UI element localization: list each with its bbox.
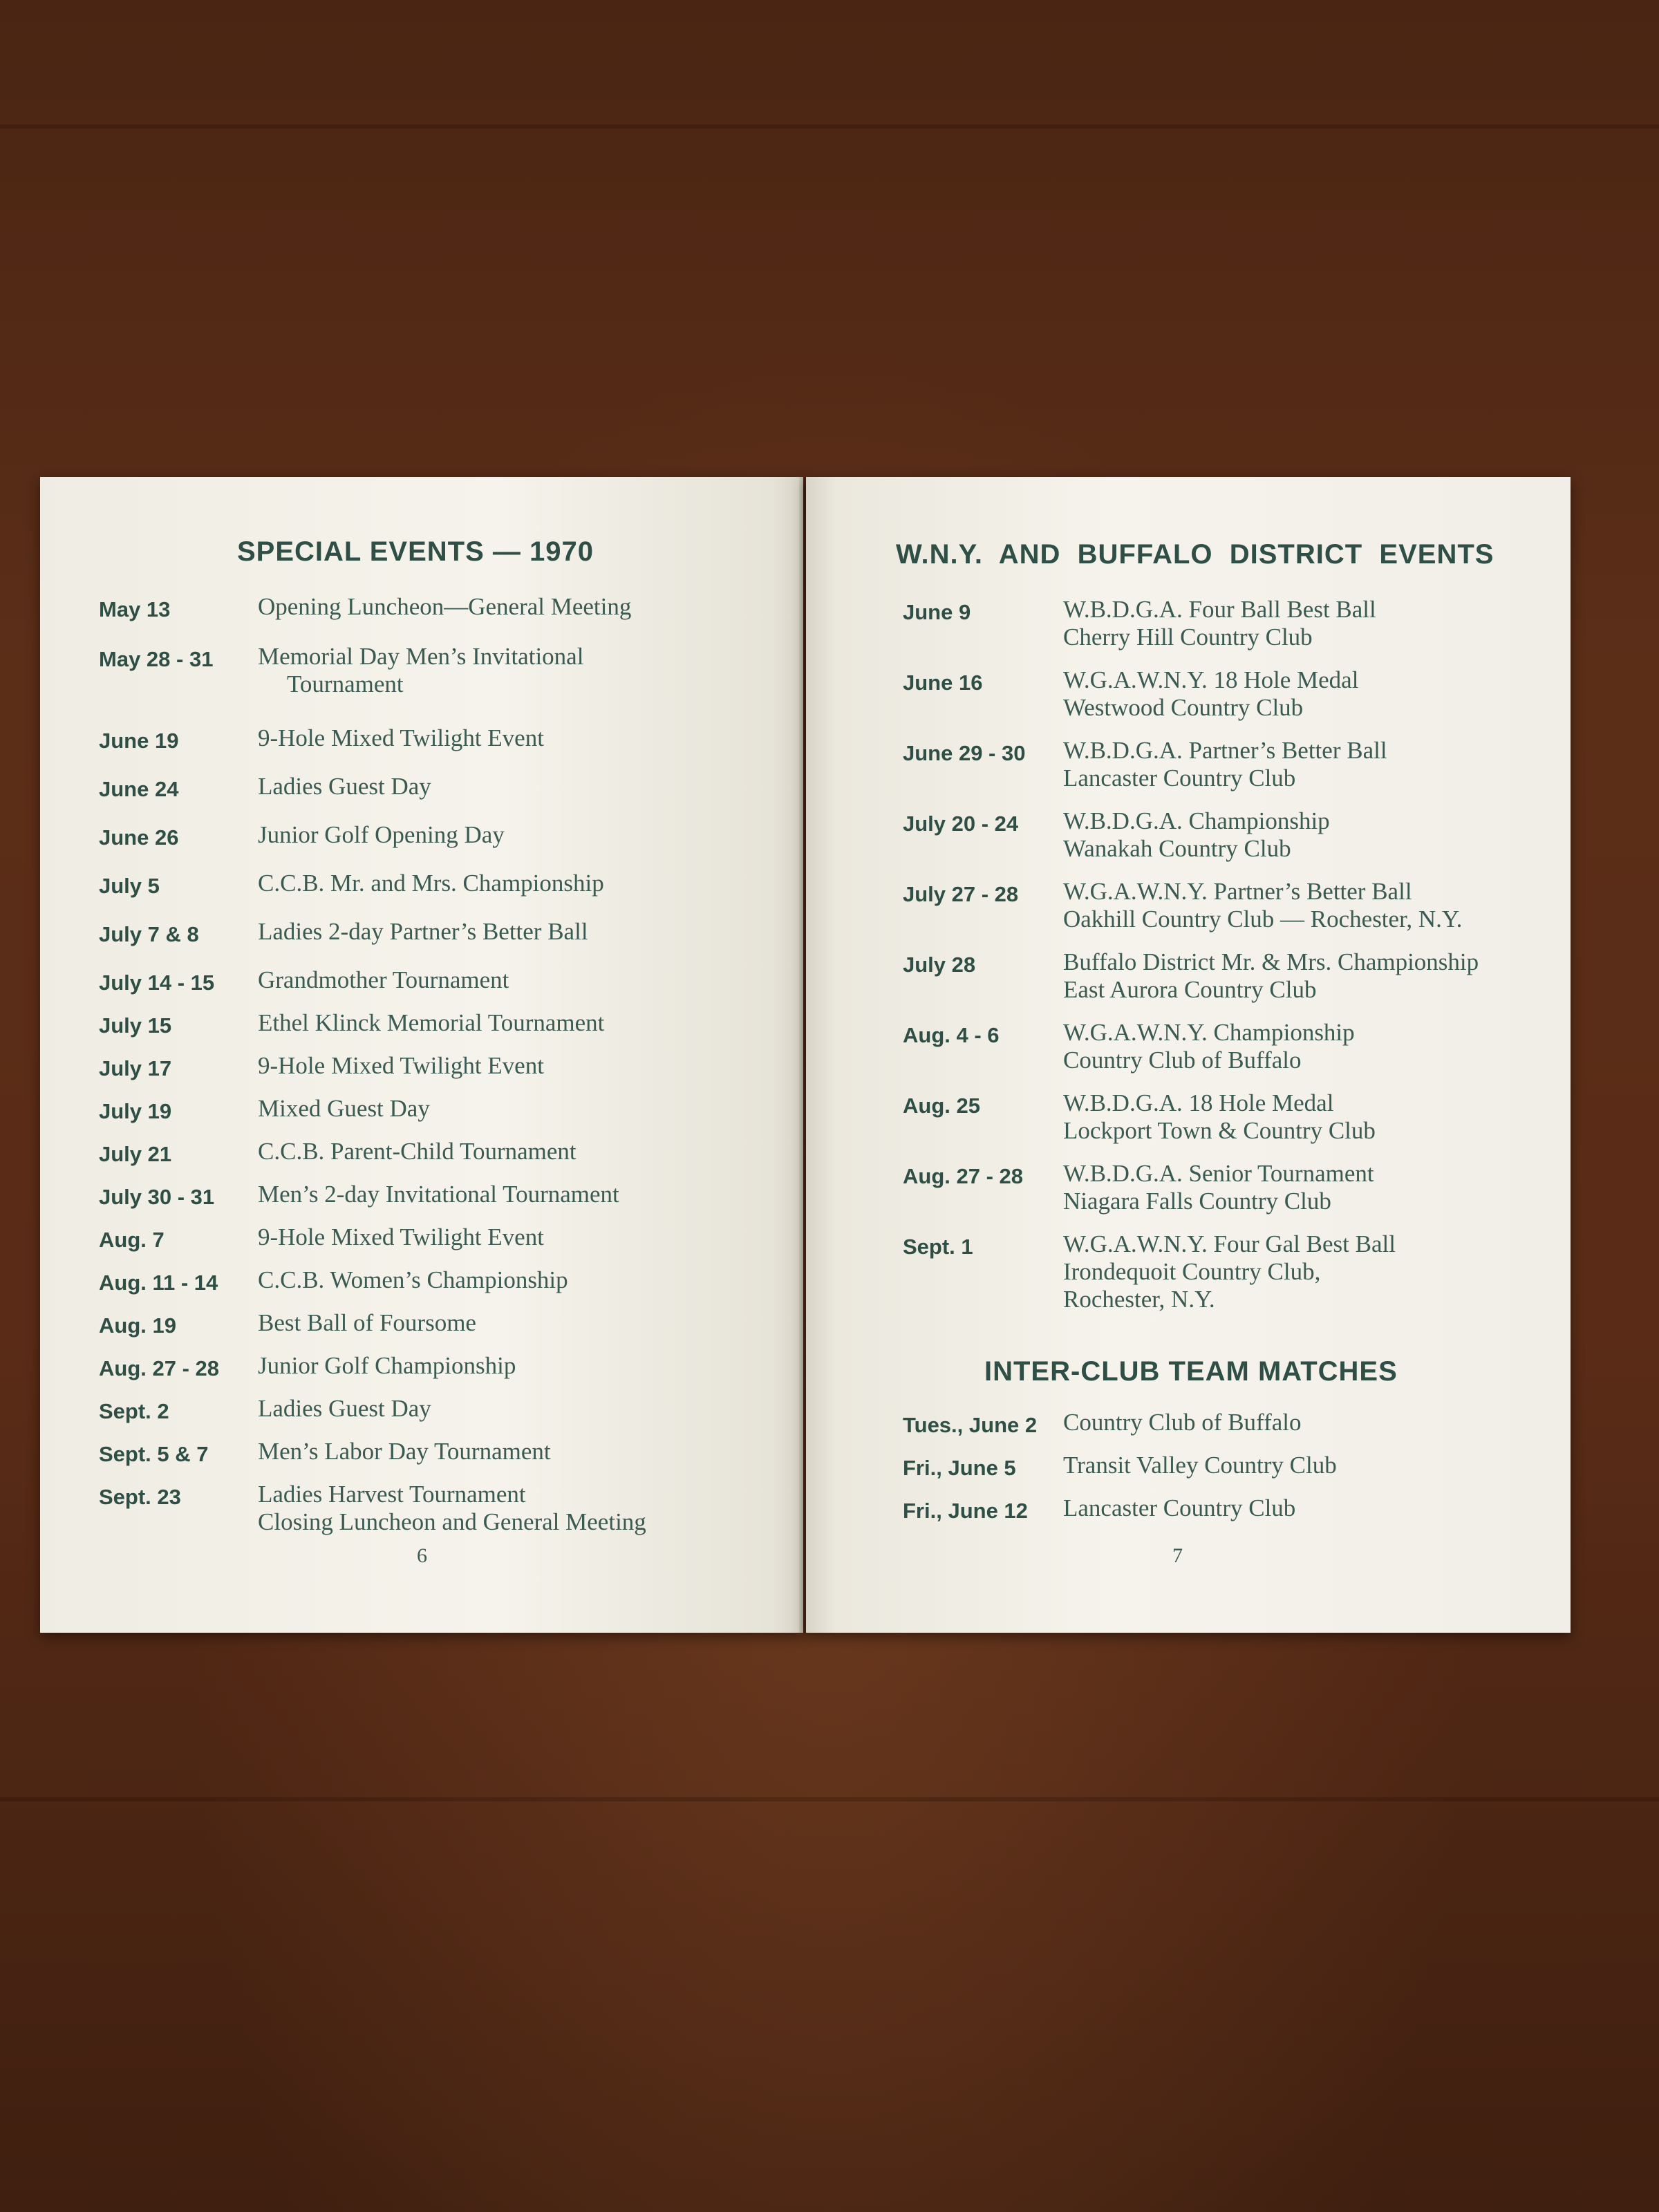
event-date: Tues., June 2 <box>903 1413 1038 1437</box>
event-date: Aug. 27 - 28 <box>99 1356 219 1380</box>
booklet <box>40 477 1571 1633</box>
event-description <box>1063 1019 1355 1074</box>
event-date: July 30 - 31 <box>99 1185 215 1209</box>
event-description <box>258 643 583 698</box>
page-number-left: 6 <box>417 1544 427 1567</box>
event-description <box>258 870 604 897</box>
event-description <box>1063 1230 1396 1313</box>
event-description <box>258 1224 544 1251</box>
event-line: Memorial Day Men’s Invitational <box>258 643 584 670</box>
event-line: Grandmother Tournament <box>258 966 509 993</box>
event-line: Ladies Guest Day <box>258 1395 431 1422</box>
event-line: W.B.D.G.A. Championship <box>1063 807 1330 834</box>
event-description <box>1063 807 1330 863</box>
event-description <box>258 724 544 752</box>
event-description <box>258 1009 604 1037</box>
district-events-heading: W.N.Y. AND BUFFALO DISTRICT EVENTS <box>896 539 1494 570</box>
event-line: Men’s Labor Day Tournament <box>258 1438 551 1465</box>
event-description <box>258 1052 544 1080</box>
event-date: Fri., June 12 <box>903 1499 1028 1523</box>
event-date: July 20 - 24 <box>903 812 1019 836</box>
event-date: July 5 <box>99 874 160 898</box>
event-date: June 29 - 30 <box>903 741 1026 765</box>
event-date: Fri., June 5 <box>903 1456 1016 1480</box>
event-description <box>258 1138 577 1165</box>
event-line: 9-Hole Mixed Twilight Event <box>258 1224 544 1250</box>
event-line: Junior Golf Opening Day <box>258 821 505 848</box>
event-line: Lancaster Country Club <box>1063 765 1296 791</box>
event-description <box>258 1266 568 1294</box>
event-line: W.B.D.G.A. Partner’s Better Ball <box>1063 737 1387 764</box>
event-line: C.C.B. Women’s Championship <box>258 1266 568 1293</box>
event-line: 9-Hole Mixed Twilight Event <box>258 1052 544 1079</box>
event-date: June 9 <box>903 600 971 624</box>
event-date: Aug. 25 <box>903 1094 980 1118</box>
event-description <box>1063 666 1358 722</box>
event-description <box>258 773 431 800</box>
event-date: Aug. 4 - 6 <box>903 1023 1000 1047</box>
event-line: Ethel Klinck Memorial Tournament <box>258 1009 605 1036</box>
event-line: Lancaster Country Club <box>1063 1494 1296 1521</box>
right-page <box>806 477 1571 1633</box>
event-description <box>1063 596 1376 651</box>
event-line: Ladies 2-day Partner’s Better Ball <box>258 918 588 945</box>
event-description <box>1063 1494 1295 1522</box>
event-date: July 15 <box>99 1013 172 1038</box>
event-line: W.B.D.G.A. 18 Hole Medal <box>1063 1089 1334 1116</box>
event-line: 9-Hole Mixed Twilight Event <box>258 724 544 751</box>
event-line: Westwood Country Club <box>1063 694 1304 721</box>
event-date: June 24 <box>99 777 179 801</box>
event-line: Junior Golf Championship <box>258 1352 516 1379</box>
event-description <box>1063 948 1479 1004</box>
event-description <box>1063 1452 1337 1479</box>
event-line: Irondequoit Country Club, <box>1063 1258 1321 1285</box>
event-description <box>1063 1409 1301 1436</box>
wood-grain <box>0 1797 1659 1801</box>
event-description <box>258 1181 619 1208</box>
event-date: June 19 <box>99 729 179 753</box>
event-description <box>258 593 631 621</box>
event-date: June 26 <box>99 825 179 850</box>
event-date: Sept. 5 & 7 <box>99 1442 209 1466</box>
event-date: May 13 <box>99 597 171 621</box>
event-line: Ladies Guest Day <box>258 773 431 800</box>
event-line: Mixed Guest Day <box>258 1095 430 1122</box>
event-line: W.G.A.W.N.Y. Partner’s Better Ball <box>1063 878 1412 905</box>
event-date: July 28 <box>903 953 976 977</box>
event-date: Aug. 11 - 14 <box>99 1271 218 1295</box>
event-description <box>258 1395 431 1423</box>
event-description <box>1063 1089 1376 1145</box>
event-line: Country Club of Buffalo <box>1063 1409 1302 1436</box>
event-line: Country Club of Buffalo <box>1063 1047 1302 1074</box>
event-line: East Aurora Country Club <box>1063 976 1317 1003</box>
event-line: Men’s 2-day Invitational Tournament <box>258 1181 619 1208</box>
event-line: Closing Luncheon and General Meeting <box>258 1508 646 1535</box>
event-line: Niagara Falls Country Club <box>1063 1188 1331 1215</box>
event-line: Cherry Hill Country Club <box>1063 624 1313 650</box>
event-date: May 28 - 31 <box>99 647 214 671</box>
event-line: Ladies Harvest Tournament <box>258 1481 526 1508</box>
event-line: Opening Luncheon—General Meeting <box>258 593 632 620</box>
event-date: July 27 - 28 <box>903 882 1019 906</box>
page-number-right: 7 <box>1172 1544 1183 1567</box>
event-line: Buffalo District Mr. & Mrs. Championship <box>1063 948 1479 975</box>
event-description <box>1063 878 1462 933</box>
event-date: Aug. 19 <box>99 1313 176 1338</box>
event-date: Sept. 2 <box>99 1399 169 1423</box>
event-line: Transit Valley Country Club <box>1063 1452 1337 1479</box>
interclub-heading: INTER-CLUB TEAM MATCHES <box>984 1356 1398 1387</box>
event-line: C.C.B. Mr. and Mrs. Championship <box>258 870 604 897</box>
event-description <box>258 966 509 994</box>
event-date: Sept. 1 <box>903 1235 973 1259</box>
left-page <box>40 477 803 1633</box>
special-events-heading: SPECIAL EVENTS — 1970 <box>237 536 594 567</box>
event-line: Wanakah Country Club <box>1063 835 1291 862</box>
event-line: Oakhill Country Club — Rochester, N.Y. <box>1063 906 1463 932</box>
event-description <box>258 1309 476 1337</box>
event-date: Aug. 27 - 28 <box>903 1164 1023 1188</box>
event-date: July 19 <box>99 1099 172 1123</box>
event-line: Rochester, N.Y. <box>1063 1286 1215 1313</box>
event-description <box>258 1481 646 1536</box>
event-date: June 16 <box>903 671 983 695</box>
event-line: Tournament <box>287 671 404 697</box>
event-description <box>258 1438 551 1465</box>
wood-grain <box>0 124 1659 129</box>
event-date: Sept. 23 <box>99 1485 181 1509</box>
event-date: July 7 & 8 <box>99 922 199 946</box>
event-line: W.G.A.W.N.Y. Championship <box>1063 1019 1355 1046</box>
event-line: Lockport Town & Country Club <box>1063 1117 1376 1144</box>
event-description <box>258 1352 516 1380</box>
event-line: Best Ball of Foursome <box>258 1309 476 1336</box>
event-line: W.B.D.G.A. Senior Tournament <box>1063 1160 1374 1187</box>
event-line: C.C.B. Parent-Child Tournament <box>258 1138 577 1165</box>
event-description <box>258 918 588 946</box>
event-date: July 14 - 15 <box>99 971 215 995</box>
event-line: W.G.A.W.N.Y. Four Gal Best Ball <box>1063 1230 1396 1257</box>
event-description <box>258 1095 430 1123</box>
event-date: July 17 <box>99 1056 172 1080</box>
event-description <box>1063 1160 1374 1215</box>
event-line: W.G.A.W.N.Y. 18 Hole Medal <box>1063 666 1359 693</box>
event-date: Aug. 7 <box>99 1228 165 1252</box>
event-line: W.B.D.G.A. Four Ball Best Ball <box>1063 596 1376 623</box>
event-description <box>1063 737 1387 792</box>
event-description <box>258 821 505 849</box>
event-date: July 21 <box>99 1142 172 1166</box>
